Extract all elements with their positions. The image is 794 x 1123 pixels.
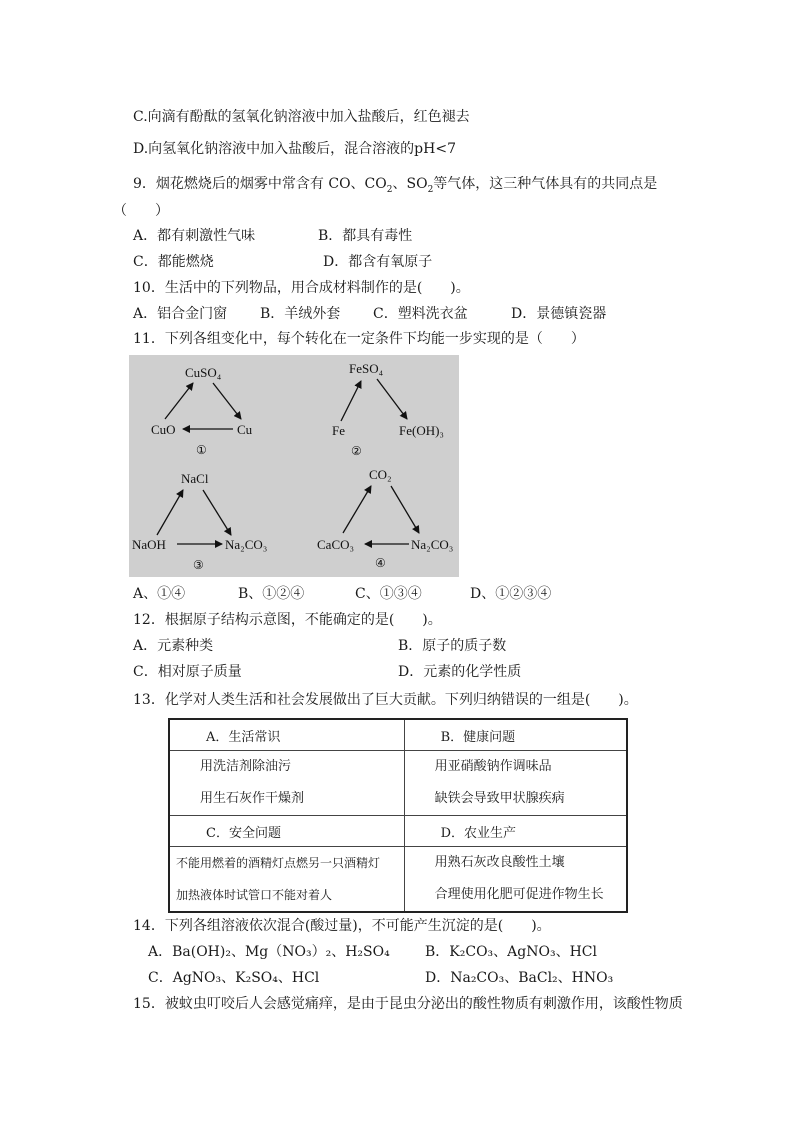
q12-option-b: B．原子的质子数	[398, 638, 507, 654]
option-d-prev: D.向氢氧化钠溶液中加入盐酸后，混合溶液的pH<7	[133, 141, 456, 157]
table-head-d: D．农业生产	[404, 816, 627, 847]
g3-arrow-top-right	[203, 490, 231, 535]
table-c-item-1: 不能用燃着的酒精灯点燃另一只酒精灯	[176, 856, 381, 870]
g1-top-label: CuSO₄	[185, 365, 222, 380]
table-c-item-2: 加热液体时试管口不能对着人	[176, 888, 333, 902]
g4-top-label: CO₂	[369, 467, 392, 482]
q14-option-c: C．AgNO₃、K₂SO₄、HCl	[148, 970, 320, 986]
g4-arrow-top-right	[391, 486, 419, 533]
g1-left-label: CuO	[151, 422, 176, 437]
g2-arrow-top-right	[377, 379, 407, 419]
table-a-item-1: 用洗洁剂除油污	[200, 759, 292, 774]
table-cell-d	[404, 847, 627, 913]
question-13: 13．化学对人类生活和社会发展做出了巨大贡献。下列归纳错误的一组是( )。	[133, 692, 638, 708]
g4-right-label: Na₂CO₃	[411, 537, 454, 552]
question-9-answer-paren: （ ）	[113, 203, 169, 219]
g3-number: ③	[193, 558, 204, 572]
table-b-item-2: 缺铁会导致甲状腺疾病	[434, 791, 565, 806]
g2-number: ②	[351, 444, 362, 458]
table-cell-c	[169, 847, 404, 913]
q12-option-c: C．相对原子质量	[133, 664, 242, 680]
g2-right-label: Fe(OH)₃	[399, 423, 444, 438]
q9-option-d: D．都含有氧原子	[323, 254, 433, 270]
q10-option-a: A．铝合金门窗	[133, 306, 228, 322]
table-head-a: A．生活常识	[169, 719, 404, 751]
question-12: 12．根据原子结构示意图，不能确定的是( )。	[133, 612, 442, 628]
q9-option-c: C．都能燃烧	[133, 254, 214, 270]
q10-option-b: B．羊绒外套	[260, 306, 341, 322]
table-b-item-1: 用亚硝酸钠作调味品	[434, 759, 552, 774]
g1-number: ①	[196, 443, 207, 457]
table-d-item-2: 合理使用化肥可促进作物生长	[434, 887, 604, 902]
q10-option-d: D．景德镇瓷器	[511, 306, 607, 322]
g2-top-label: FeSO₄	[349, 361, 384, 376]
table-a-item-2: 用生石灰作干燥剂	[200, 791, 305, 806]
g4-arrow-left-top	[343, 486, 371, 533]
q11-option-b: B、①②④	[238, 586, 305, 602]
table-cell-a	[169, 751, 404, 816]
g1-right-label: Cu	[237, 422, 253, 437]
g3-top-label: NaCl	[181, 471, 209, 486]
q11-option-a: A、①④	[133, 586, 186, 602]
q14-option-a: A．Ba(OH)₂、Mg（NO₃）₂、H₂SO₄	[148, 944, 390, 960]
g3-right-label: Na₂CO₃	[225, 537, 268, 552]
question-10: 10．生活中的下列物品，用合成材料制作的是( )。	[133, 280, 470, 296]
table-cell-b	[404, 751, 627, 816]
conversion-diagram	[129, 355, 459, 577]
question-15: 15．被蚊虫叮咬后人会感觉痛痒，是由于昆虫分泌出的酸性物质有刺激作用，该酸性物质	[133, 996, 683, 1012]
q14-option-b: B．K₂CO₃、AgNO₃、HCl	[425, 944, 597, 960]
question-11: 11．下列各组变化中，每个转化在一定条件下均能一步实现的是（ ）	[133, 331, 585, 347]
g1-arrow-left-top	[165, 383, 193, 419]
g2-arrow-left-top	[341, 381, 361, 421]
g4-left-label: CaCO₃	[317, 537, 355, 552]
g4-number: ④	[375, 556, 386, 570]
g3-arrow-left-top	[157, 490, 183, 535]
table-head-b: B．健康问题	[404, 719, 627, 751]
q11-option-d: D、①②③④	[470, 586, 552, 602]
g3-left-label: NaOH	[132, 537, 166, 552]
q9-option-b: B．都具有毒性	[318, 228, 413, 244]
g1-arrow-top-right	[213, 383, 241, 419]
q12-option-d: D．元素的化学性质	[398, 664, 522, 680]
q9-option-a: A．都有刺激性气味	[133, 228, 256, 244]
q14-option-d: D．Na₂CO₃、BaCl₂、HNO₃	[425, 970, 614, 986]
g2-left-label: Fe	[332, 423, 345, 438]
q12-option-a: A．元素种类	[133, 638, 214, 654]
option-c-prev: C.向滴有酚酞的氢氧化钠溶液中加入盐酸后，红色褪去	[133, 109, 470, 125]
table-d-item-1: 用熟石灰改良酸性土壤	[434, 855, 565, 870]
table-head-c: C．安全问题	[169, 816, 404, 847]
q11-option-c: C、①③④	[355, 586, 422, 602]
question-9: 9．烟花燃烧后的烟雾中常含有 CO、$CO_2$、$SO_2$等气体，这三种气体具有的共同点是	[133, 176, 658, 195]
question-14: 14．下列各组溶液依次混合(酸过量)，不可能产生沉淀的是( )。	[133, 918, 551, 934]
q13-summary-table	[168, 718, 628, 913]
q10-option-c: C．塑料洗衣盆	[373, 306, 468, 322]
